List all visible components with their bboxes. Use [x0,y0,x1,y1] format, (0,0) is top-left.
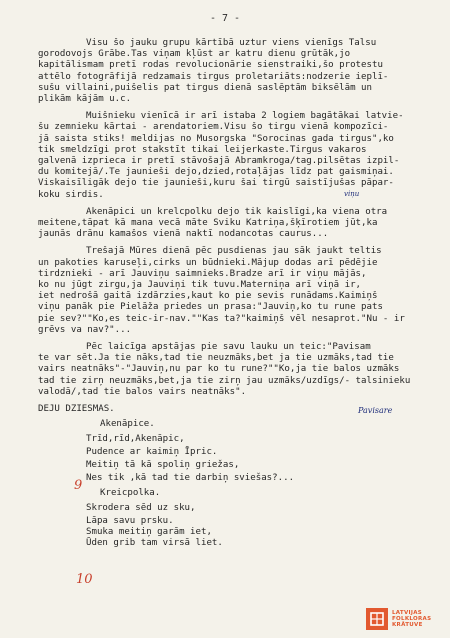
paragraph-4 [38,246,418,336]
poem-line: Ūden grib tam virsā liet. [86,538,223,549]
paragraph-1 [38,38,418,105]
paragraph-2 [38,111,418,201]
stamp-line: KRĀTUVE [392,622,423,629]
text-line: Visu šo jauku grupu kārtībā uztur viens vienīgs Talsu [86,38,377,48]
stamp-line: FOLKLORAS [392,615,432,622]
archive-logo-icon [366,608,388,630]
text-line: pie sev?""Ko,es teic-ir-nav.""Kas ta?"kaimiņš vēl nesaprot."Nu - ir [38,313,405,324]
text-line: un pakoties karuseļi,cirks un būdnieki.Mājup dodas arī pēdējie [38,257,378,268]
archive-stamp [366,606,444,632]
text-line: galvenā izprieca ir pretī stāvošajā Abramkroga/tag.pilsētas izpil- [38,156,400,167]
poem-line: Pudence ar kaimiņ Īpric. [86,446,218,457]
section-heading: DEJU DZIESMAS. [38,404,115,415]
poem-line: Lāpa savu prsku. [86,515,174,526]
poem-title: Akenāpice. [100,419,155,430]
handwritten-note: Pavisare [358,406,393,415]
paragraph-5 [38,342,418,398]
page-number: - 7 - [209,13,241,24]
text-line: sušu villaini,puišelis pat tirgus dienā saslēptām biksēlām un [38,82,372,93]
poem-kreicpolka [38,488,418,549]
text-line: Trešajā Mūres dienā pēc pusdienas jau sāk jaukt teltis [86,246,382,257]
text-line: grēvs va nav?"... [38,324,132,335]
poem-line: Trīd,rīd,Akenāpic, [86,433,185,444]
text-line: attēlo fotogrāfijā redzamais tirgus proletariāts:nodzerie ieplī- [38,71,389,82]
text-line: kapitālismam pretī rodas revolucionārie sienstraiki,šo protestu [38,60,383,71]
poem-akenapice [38,419,418,484]
text-line: Muišnieku vienīcā ir arī istaba 2 logiem bagātākai latvie- [86,111,404,122]
text-line: tad tie zirņ neuzmāks,bet,ja tie zirņ jau uzmāks/uzdīgs/- talsinieku [38,375,411,386]
typed-text [38,38,418,553]
text-line: jā saista stiks! meldijas no Musorgska "Sorocinas gada tirgus",ko [38,133,394,144]
text-line: koku sirdis. [38,189,104,200]
stamp-text [392,610,431,629]
text-line: viņu panāk pie Pielāža priedes un prasa:"Jauviņ,ko tu rune pats [38,302,383,313]
text-line: te var sēt.Ja tie nāks,tad tie neuzmāks,bet ja tie uzmāks,tad tie [38,353,394,364]
handwritten-number-9: 9 [74,478,83,493]
text-line: šu zemnieku kārtai - arendatoriem.Visu šo tirgu vienā kompozīci- [38,122,389,133]
handwritten-correction: viņu [344,190,360,198]
poem-title: Kreicpolka. [100,488,161,499]
text-line: tirdznieki - arī Jauviņu saimnieks.Bradze arī ir viņu mājās, [38,268,367,279]
text-line: vairs neatnāks"-"Jauviņ,nu par ko tu rune?""Ko,ja tie balos uzmāks [38,364,400,375]
paragraph-3 [38,207,418,241]
stamp-line: LATVIJAS [392,609,423,616]
text-line: Akenāpici un krelcpolku dejo tik kaislīgi,ka viena otra [86,206,388,217]
poem-line: Nes tik ,kā tad tie darbiņ sviešas?... [86,473,295,484]
text-line: ko nu jūgt zirgu,ja Jauviņi tik tuvu.Materniņa arī viņā ir, [38,280,362,291]
text-line: Viskaisīligāk dejo tie jaunieši,kuru šai tirgū saistījušas pāpar- [38,178,394,189]
text-line: plikām kājām u.c. [38,94,132,105]
text-line: gorodovojs Grābe.Tas viņam kļūst ar katru dienu grūtāk,jo [38,49,351,60]
text-line: tik smeldzīgi prot stakstīt tikai leijerkaste.Tirgus vakaros [38,144,367,155]
text-line: jaunās drānu kamašos vienā naktī nodancotas caurus... [38,229,329,240]
text-line: Pēc laicīga apstājas pie savu lauku un teic:"Pavisam [86,342,371,353]
text-line: du komitejā/.Te jaunieši dejo,dzied,rotaļājas līdz pat gaismiņai. [38,167,394,178]
poem-line: Smuka meitiņ garām iet, [86,526,212,537]
text-line: iet nedrošā gaitā izdārzies,kaut ko pie sevis runādams.Kaimiņš [38,291,378,302]
poem-line: Meitiņ tā kā spoliņ griežas, [86,459,240,470]
handwritten-number-10: 10 [76,572,93,587]
poem-line: Skrodera sēd uz sku, [86,502,196,513]
text-line: meitene,tāpat kā mana vecā māte Sviku Katriņa,šķīrotiem jūt,ka [38,218,378,229]
text-line: valodā/,tad tie balos vairs neatnāks". [38,386,247,397]
